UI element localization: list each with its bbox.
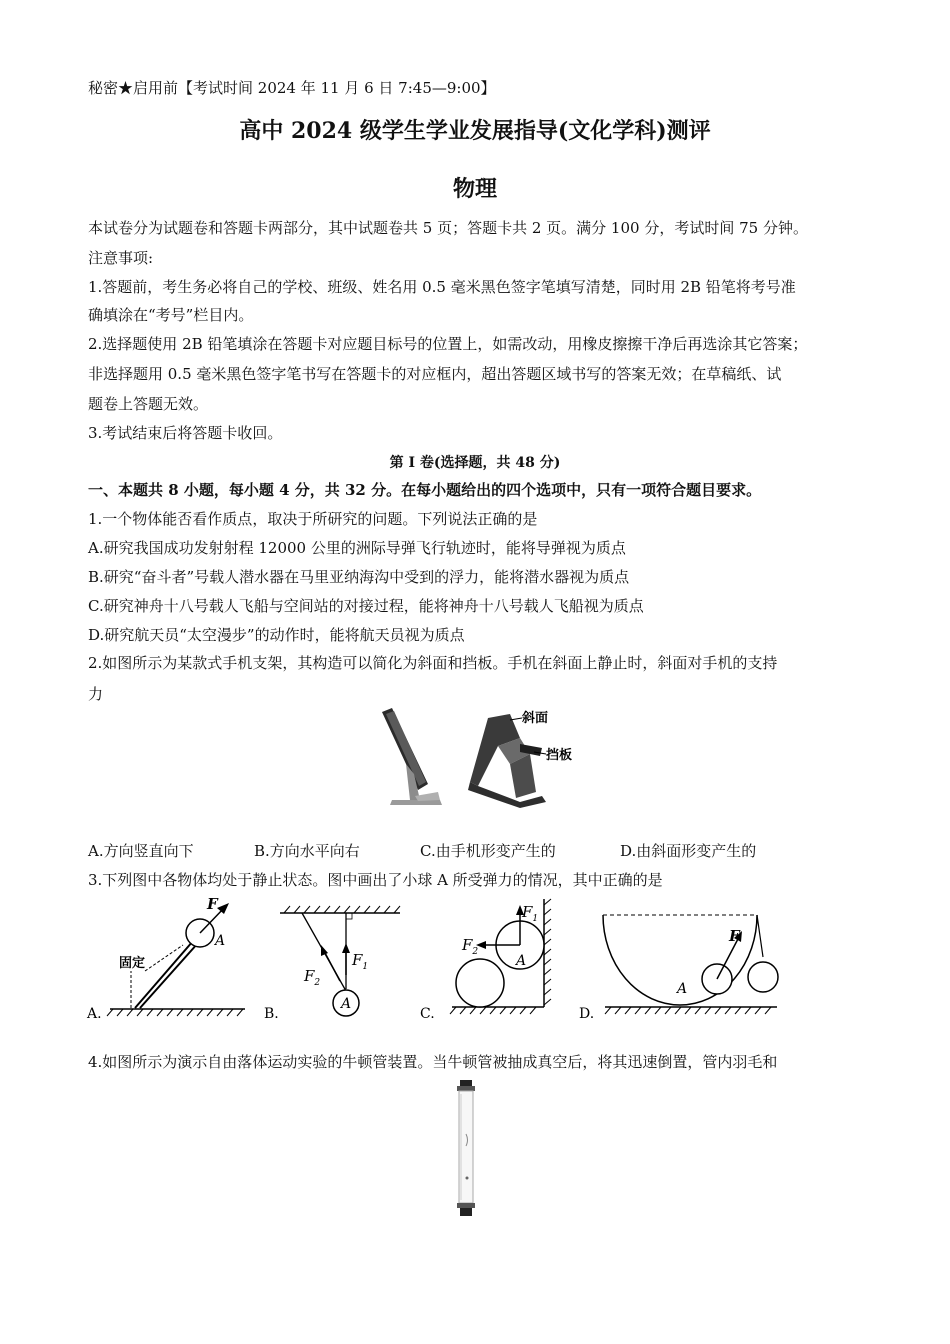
f2-label: $F_2$ [304, 967, 321, 988]
intro-text: 本试卷分为试题卷和答题卡两部分，其中试题卷共 5 页；答题卡共 2 页。满分 100 分，考试时间 75 分钟。 [88, 219, 808, 237]
part-heading: 一、本题共 8 小题，每小题 4 分，共 32 分。在每小题给出的四个选项中，只有一项符合题目要求。 [88, 481, 762, 499]
newton-tube-figure [446, 1076, 486, 1226]
q1-option-b: B.研究“奋斗者”号载人潜水器在马里亚纳海沟中受到的浮力，能将潜水器视为质点 [88, 568, 630, 586]
f2-arrow [324, 951, 340, 981]
hanging-ball [748, 962, 778, 992]
q1-option-a: A.研究我国成功发射射程 12000 公里的洲际导弹飞行轨迹时，能将导弹视为质点 [88, 539, 626, 557]
f2-label: $F_2$ [462, 936, 479, 957]
coin [466, 1177, 469, 1180]
slope-label: 斜面 [522, 711, 549, 726]
notice-item-3: 3.考试结束后将答题卡收回。 [88, 424, 283, 442]
q3-figure-d [577, 905, 782, 1028]
confidential-line: 秘密★启用前【考试时间 2024 年 11 月 6 日 7:45—9:00】 [88, 79, 496, 97]
top-cap [457, 1086, 475, 1091]
q3-figure-a-option: A. [87, 1006, 102, 1022]
f1-label: $F_1$ [522, 903, 539, 924]
ground-hatch [107, 1009, 243, 1016]
q3-figure-a [85, 893, 250, 1028]
q3-stem: 3.下列图中各物体均处于静止状态。图中画出了小球 A 所受弹力的情况，其中正确的是 [88, 871, 663, 889]
q4-stem: 4.如图所示为演示自由落体运动实验的牛顿管装置。当牛顿管被抽成真空后，将其迅速倒置，管内羽毛和 [88, 1053, 778, 1071]
ball-label: A [677, 981, 688, 997]
q1-option-d: D.研究航天员“太空漫步”的动作时，能将航天员视为质点 [88, 626, 465, 644]
ground-hatch [450, 1007, 536, 1014]
q1-option-c: C.研究神舟十八号载人飞船与空间站的对接过程，能将神舟十八号载人飞船视为质点 [88, 597, 644, 615]
phone-stand-figure [370, 704, 600, 814]
force-label: F [729, 927, 740, 945]
lower-ball [456, 959, 504, 1007]
f1-label: $F_1$ [352, 951, 369, 972]
bottom-cap [457, 1203, 475, 1208]
f1-arrowhead [342, 943, 350, 953]
notice-label: 注意事项: [88, 249, 154, 267]
ball-label: A [215, 933, 226, 949]
top-valve [460, 1080, 472, 1086]
exam-title: 高中 2024 级学生学业发展指导(文化学科)测评 [239, 118, 711, 144]
q2-stem: 2.如图所示为某款式手机支架，其构造可以简化为斜面和挡板。手机在斜面上静止时，斜面对手机的支持 [88, 654, 778, 672]
notice-item-2: 2.选择题使用 2B 铅笔填涂在答题卡对应题目标号的位置上，如需改动，用橡皮擦擦干净后再选涂其它答案； [88, 335, 808, 353]
force-label: F [207, 895, 218, 913]
force-arrowhead [217, 903, 229, 914]
q2-option-a: A.方向竖直向下 [88, 842, 194, 860]
q3-figure-b [262, 903, 402, 1028]
q3-figure-c-option: C. [420, 1006, 435, 1022]
stand-photo [468, 714, 546, 808]
section-title: 第 I 卷(选择题，共 48 分) [389, 455, 561, 471]
ground-hatch [605, 1007, 771, 1014]
q3-figure-c [418, 895, 558, 1028]
phone-on-stand-photo [382, 708, 442, 805]
string [757, 915, 763, 957]
q2-option-b: B.方向水平向右 [254, 842, 360, 860]
q1-stem: 1.一个物体能否看作质点，取决于所研究的问题。下列说法正确的是 [88, 510, 538, 528]
subject-title: 物理 [452, 176, 497, 202]
fixed-label: 固定 [119, 956, 146, 971]
bottom-valve [460, 1208, 472, 1216]
q3-figure-d-option: D. [579, 1006, 595, 1022]
wall-hatch [544, 899, 551, 1005]
notice-item-1: 1.答题前，考生务必将自己的学校、班级、姓名用 0.5 毫米黑色签字笔填写清楚，同时用 2B 铅笔将考号准 [88, 278, 796, 296]
notice-item-2-cont2: 题卷上答题无效。 [88, 395, 209, 413]
q3-figure-b-option: B. [264, 1006, 279, 1022]
ball-label: A [516, 953, 527, 969]
ball-label: A [341, 996, 352, 1012]
right-angle-mark [346, 913, 352, 919]
q2-stem-cont: 力 [88, 685, 104, 703]
notice-item-1-cont: 确填涂在“考号”栏目内。 [88, 306, 254, 324]
q2-option-d: D.由斜面形变产生的 [620, 842, 757, 860]
q2-option-c: C.由手机形变产生的 [420, 842, 556, 860]
f2-arrowhead [321, 945, 328, 956]
board-label: 挡板 [546, 748, 573, 763]
rod-edge [140, 943, 198, 1008]
ceiling-hatch [284, 906, 400, 913]
rod [135, 941, 193, 1008]
notice-item-2-cont: 非选择题用 0.5 毫米黑色签字笔书写在答题卡的对应框内，超出答题区域书写的答案无效；在草稿纸、试 [88, 365, 782, 383]
